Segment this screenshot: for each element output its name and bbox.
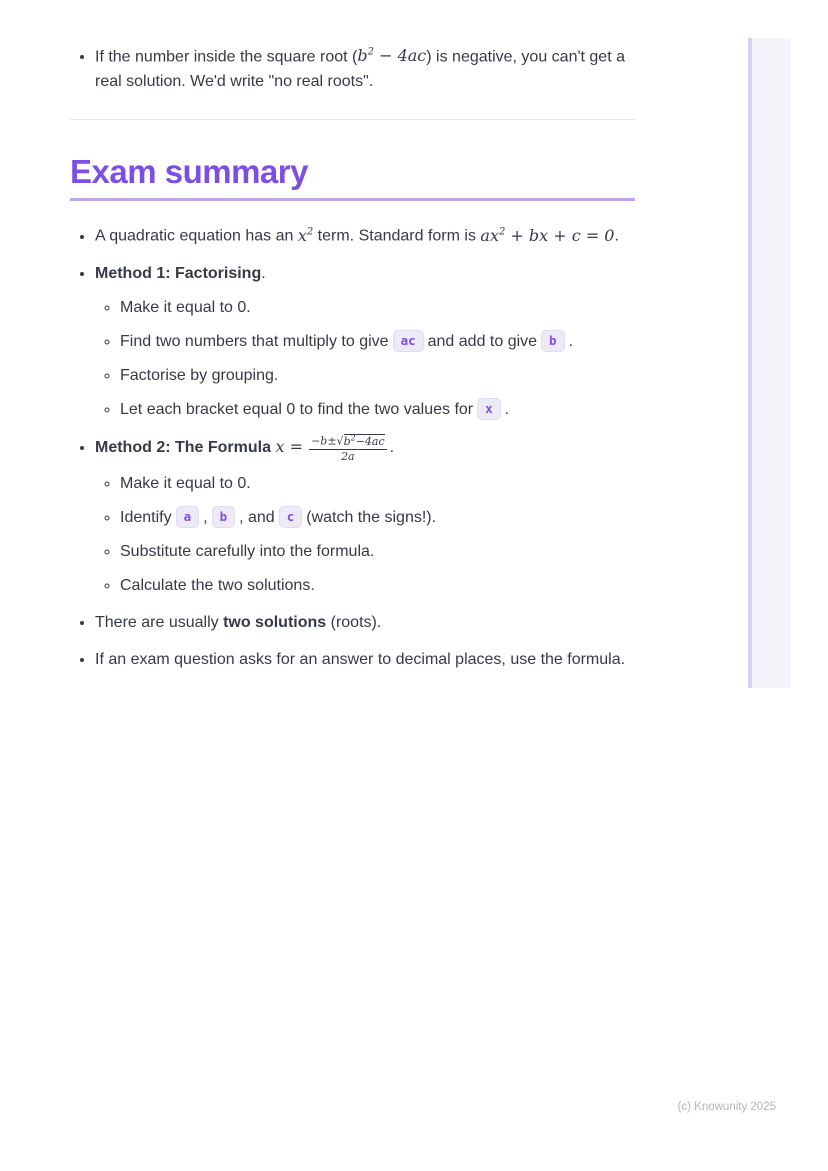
document-page (70, 40, 635, 684)
math-superscript: 2 (306, 226, 314, 238)
list-item (120, 397, 635, 422)
page-title: Exam summary (70, 153, 635, 201)
sqrt-sign: √ (336, 435, 344, 449)
text-segment: Let each bracket equal 0 to find the two values for (120, 400, 474, 418)
math-superscript: 2 (498, 226, 506, 238)
section-divider (70, 119, 635, 120)
method2-steps (95, 471, 635, 598)
page-edge-strip (748, 38, 791, 688)
method2-title: Method 2: The Formula (95, 438, 271, 456)
math-tail: − 4ac (374, 46, 427, 66)
list-item: ◦ Calculate the two solutions. (120, 573, 635, 598)
code-badge-b: b (212, 506, 236, 528)
list-item (120, 329, 635, 354)
math-base: b (357, 46, 368, 66)
numerator-prefix: −b± (311, 435, 337, 449)
math-inline (480, 226, 614, 245)
code-badge-b: b (541, 330, 565, 352)
list-item-solutions (95, 610, 635, 635)
list-item: ◦ Make it equal to 0. (120, 295, 635, 320)
code-badge-c: c (279, 506, 303, 528)
math-superscript: 2 (367, 47, 374, 58)
text-segment: term. Standard form is (313, 227, 481, 245)
math-base: ax (480, 225, 499, 245)
text-segment: A quadratic equation has an (95, 227, 298, 245)
text-segment: , (203, 509, 208, 527)
list-item-method2 (95, 434, 635, 599)
text-segment: (roots). (326, 614, 382, 632)
radicand-tail: −4ac (355, 435, 385, 449)
list-item-quadratic (95, 219, 635, 248)
text-segment: and add to give (427, 332, 538, 350)
text-segment: Find two numbers that multiply to give (120, 332, 389, 350)
radicand (344, 434, 385, 448)
text-segment: If the number inside the square root ( (95, 48, 358, 66)
method1-steps (95, 295, 635, 422)
list-item: ◦ Substitute carefully into the formula. (120, 539, 635, 564)
fraction-denominator: 2a (341, 449, 355, 463)
quadratic-formula (275, 433, 389, 463)
fraction-numerator (309, 434, 387, 449)
intro-bullet-list (70, 40, 635, 94)
footer-copyright: (c) Knowunity 2025 (677, 1101, 776, 1113)
text-segment: ) is negative, you can't get a real solution. We'd write "no real roots". (95, 48, 625, 91)
text-segment: . (614, 227, 619, 245)
text-segment: There are usually (95, 614, 224, 632)
formula-fraction (309, 434, 387, 462)
list-item-method1 (95, 261, 635, 422)
text-segment: (watch the signs!). (306, 509, 437, 527)
math-base: x (297, 225, 307, 245)
list-item (120, 505, 635, 530)
code-badge-x: x (477, 398, 501, 420)
text-segment: . (261, 264, 266, 282)
list-item: ◦ Make it equal to 0. (120, 471, 635, 496)
list-item-exam-tip: • If an exam question asks for an answer to decimal places, use the formula. (95, 647, 635, 672)
radicand-base: b (343, 435, 351, 449)
math-inline (298, 226, 313, 245)
text-segment: , and (239, 509, 275, 527)
math-tail: + bx + c = 0 (505, 225, 615, 245)
text-segment: Identify (120, 509, 172, 527)
code-badge-a: a (176, 506, 200, 528)
text-segment: . (389, 438, 395, 456)
method1-title: Method 1: Factorising (95, 264, 262, 282)
radicand-superscript: 2 (350, 433, 356, 443)
bold-segment: two solutions (223, 614, 327, 632)
text-segment: . (504, 400, 510, 418)
text-segment: . (568, 332, 574, 350)
math-inline (357, 46, 426, 65)
summary-bullet-list (70, 219, 635, 672)
formula-lhs: x = (275, 436, 309, 456)
list-item (95, 40, 635, 94)
list-item: ◦ Factorise by grouping. (120, 363, 635, 388)
code-badge-ac: ac (393, 330, 424, 352)
